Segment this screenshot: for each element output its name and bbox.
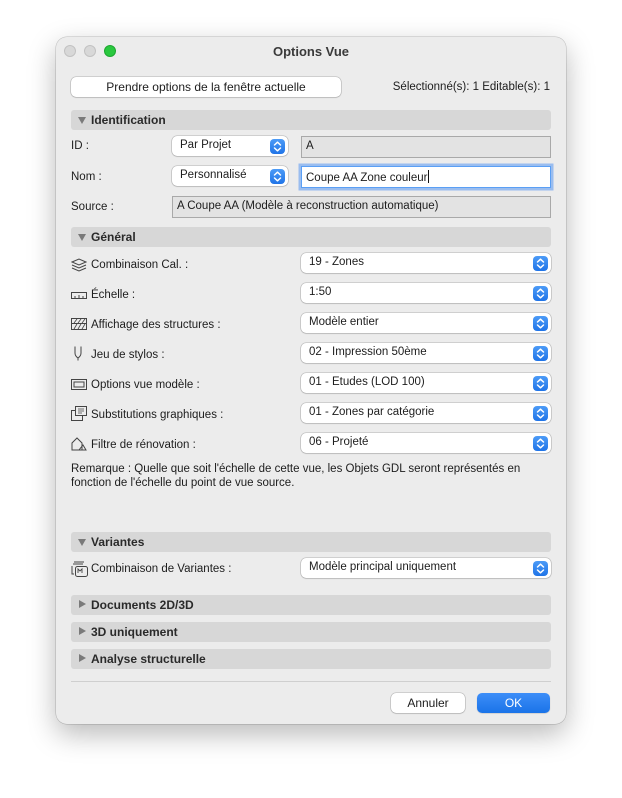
structure-display-value: Modèle entier: [309, 316, 379, 328]
pen-set-select[interactable]: [301, 343, 551, 363]
chevron-updown-icon: [270, 169, 285, 184]
renovation-filter-value: 06 - Projeté: [309, 436, 369, 448]
section-variantes[interactable]: [71, 532, 551, 552]
scale-remark-note: Remarque : Quelle que soit l'échelle de cette vue, les Objets GDL seront représentés en fonction de l'échelle du point de vue source.: [71, 463, 521, 489]
name-mode-select[interactable]: [172, 166, 288, 186]
renovation-filter-label: Filtre de rénovation :: [91, 439, 196, 451]
disclosure-expanded-icon: [78, 234, 86, 241]
name-field[interactable]: [301, 166, 551, 188]
calc-combination-value: 19 - Zones: [309, 256, 364, 268]
ok-button[interactable]: OK: [477, 693, 550, 713]
disclosure-collapsed-icon: [79, 600, 86, 608]
pen-set-value: 02 - Impression 50ème: [309, 346, 427, 358]
chevron-updown-icon: [533, 376, 548, 391]
selection-status: Sélectionné(s): 1 Editable(s): 1: [392, 81, 550, 93]
footer-divider: [71, 681, 551, 682]
id-field[interactable]: [301, 136, 551, 158]
variants-combination-label: Combinaison de Variantes :: [91, 563, 232, 575]
scale-value: 1:50: [309, 286, 332, 298]
scale-select[interactable]: [301, 283, 551, 303]
take-current-window-options-button[interactable]: Prendre options de la fenêtre actuelle: [71, 77, 341, 97]
section-identification[interactable]: [71, 110, 551, 130]
source-label: Source :: [71, 201, 114, 213]
id-field-value: A: [306, 140, 314, 152]
id-mode-select[interactable]: [172, 136, 288, 156]
section-title: Documents 2D/3D: [91, 598, 194, 612]
model-view-options-value: 01 - Etudes (LOD 100): [309, 376, 425, 388]
id-label: ID :: [71, 140, 89, 152]
layers-icon: [71, 258, 87, 272]
chevron-updown-icon: [270, 139, 285, 154]
name-label: Nom :: [71, 171, 102, 183]
pen-set-label: Jeu de stylos :: [91, 349, 165, 361]
model-view-icon: [71, 379, 87, 390]
options-vue-dialog: [56, 37, 566, 724]
graphic-overrides-label: Substitutions graphiques :: [91, 409, 224, 421]
structure-hatch-icon: [71, 318, 87, 330]
name-field-value: Coupe AA Zone couleur: [306, 172, 428, 184]
chevron-updown-icon: [533, 346, 548, 361]
text-caret: [428, 170, 429, 183]
graphic-overrides-select[interactable]: [301, 403, 551, 423]
graphic-override-icon: [71, 406, 87, 421]
source-field-value: A Coupe AA (Modèle à reconstruction automatique): [177, 200, 439, 212]
section-structural-analysis[interactable]: [71, 649, 551, 669]
variants-combination-icon: [71, 560, 89, 577]
id-mode-value: Par Projet: [180, 139, 232, 151]
variants-combination-value: Modèle principal uniquement: [309, 561, 457, 573]
calc-combination-label: Combinaison Cal. :: [91, 259, 189, 271]
window-title: Options Vue: [272, 44, 350, 59]
renovation-filter-icon: [71, 436, 87, 451]
chevron-updown-icon: [533, 316, 548, 331]
section-general[interactable]: [71, 227, 551, 247]
section-title: 3D uniquement: [91, 625, 178, 639]
calc-combination-select[interactable]: [301, 253, 551, 273]
disclosure-collapsed-icon: [79, 627, 86, 635]
chevron-updown-icon: [533, 561, 548, 576]
chevron-updown-icon: [533, 406, 548, 421]
structure-display-label: Affichage des structures :: [91, 319, 221, 331]
disclosure-collapsed-icon: [79, 654, 86, 662]
disclosure-expanded-icon: [78, 117, 86, 124]
title-bar: [56, 37, 566, 65]
chevron-updown-icon: [533, 286, 548, 301]
variants-combination-select[interactable]: [301, 558, 551, 578]
section-documents-2d-3d[interactable]: [71, 595, 551, 615]
scale-ruler-icon: [71, 290, 87, 300]
section-3d-only[interactable]: [71, 622, 551, 642]
name-mode-value: Personnalisé: [180, 169, 247, 181]
renovation-filter-select[interactable]: [301, 433, 551, 453]
model-view-options-label: Options vue modèle :: [91, 379, 200, 391]
chevron-updown-icon: [533, 256, 548, 271]
structure-display-select[interactable]: [301, 313, 551, 333]
chevron-updown-icon: [533, 436, 548, 451]
graphic-overrides-value: 01 - Zones par catégorie: [309, 406, 435, 418]
cancel-button[interactable]: Annuler: [391, 693, 465, 713]
section-title: Analyse structurelle: [91, 652, 206, 666]
model-view-options-select[interactable]: [301, 373, 551, 393]
section-title: Identification: [91, 113, 166, 127]
source-field: [172, 196, 551, 218]
disclosure-expanded-icon: [78, 539, 86, 546]
section-title: Général: [91, 230, 136, 244]
section-title: Variantes: [91, 535, 145, 549]
scale-label: Échelle :: [91, 289, 136, 301]
pen-icon: [73, 346, 83, 361]
